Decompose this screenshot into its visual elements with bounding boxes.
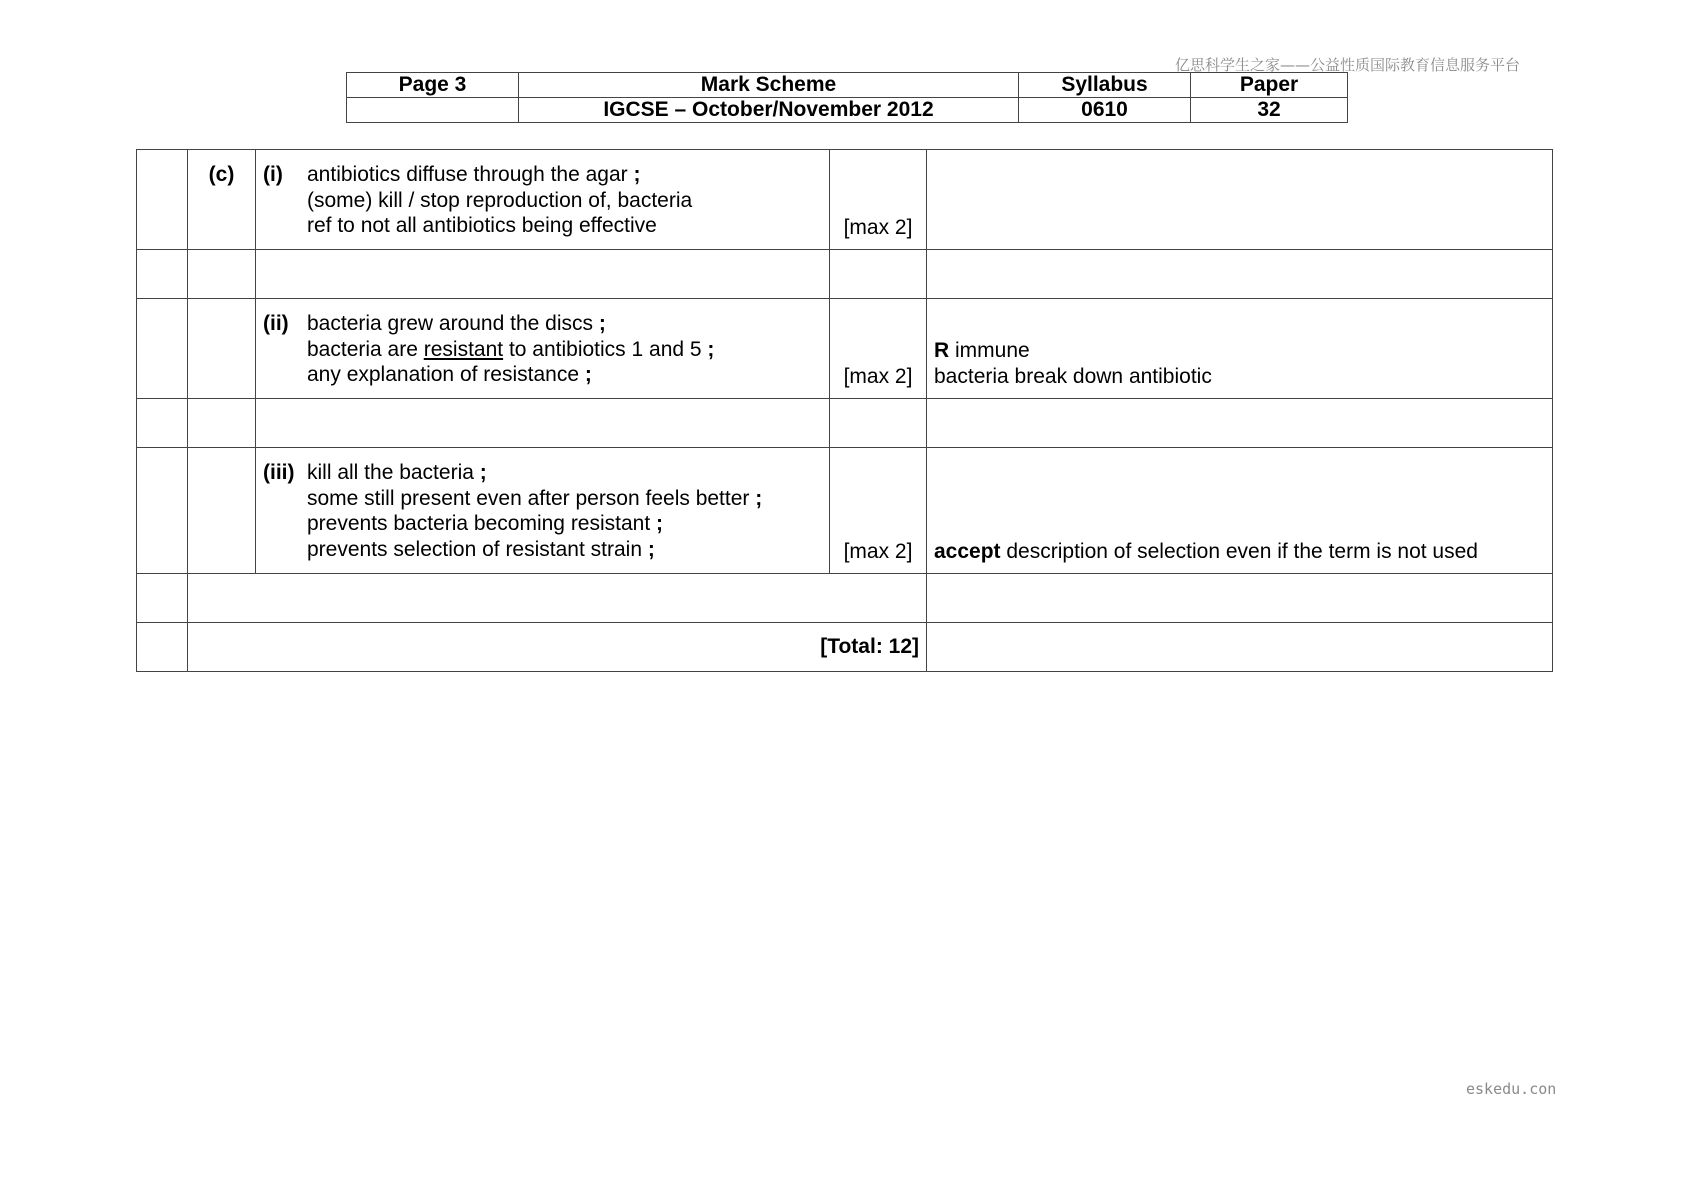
table-row bbox=[137, 574, 1553, 623]
table-row bbox=[137, 299, 1553, 399]
answer-line: kill all the bacteria ; bbox=[307, 461, 487, 484]
watermark-top: 亿思科学生之家——公益性质国际教育信息服务平台 bbox=[1175, 56, 1521, 74]
sub-label: (ii) bbox=[263, 312, 289, 335]
table-row bbox=[137, 150, 1553, 250]
syllabus-code: 0610 bbox=[1019, 98, 1191, 123]
marks-cell: [max 2] bbox=[830, 299, 927, 399]
syllabus-label: Syllabus bbox=[1019, 73, 1191, 98]
watermark-bottom: eskedu.con bbox=[1466, 1080, 1557, 1098]
answer-line: some still present even after person feels better ; bbox=[307, 486, 763, 510]
table-row bbox=[137, 250, 1553, 299]
guidance-cell: accept description of selection even if the term is not used bbox=[927, 448, 1553, 574]
answer-line: any explanation of resistance ; bbox=[307, 363, 592, 386]
underlined-keyword: resistant bbox=[423, 337, 504, 361]
total-marks: [Total: 12] bbox=[188, 623, 927, 672]
answer-line: prevents bacteria becoming resistant ; bbox=[307, 512, 664, 535]
answer-line: (some) kill / stop reproduction of, bacteria bbox=[307, 188, 693, 212]
table-row bbox=[137, 399, 1553, 448]
reject-keyword: R bbox=[934, 339, 950, 362]
header-table bbox=[346, 72, 1348, 123]
marks-cell: [max 2] bbox=[830, 150, 927, 250]
guidance-cell bbox=[927, 150, 1553, 250]
sub-label: (iii) bbox=[263, 461, 295, 484]
accept-keyword: accept bbox=[934, 539, 1001, 563]
answer-cell-iii bbox=[256, 448, 830, 574]
guidance-cell: R immune bacteria break down antibiotic bbox=[927, 299, 1553, 399]
answer-cell-i bbox=[256, 150, 830, 250]
table-row bbox=[137, 448, 1553, 574]
answer-line: ref to not all antibiotics being effective bbox=[307, 214, 657, 237]
paper-label: Paper bbox=[1191, 73, 1348, 98]
paper-number: 32 bbox=[1191, 98, 1348, 123]
answer-line: bacteria grew around the discs ; bbox=[307, 312, 606, 335]
answer-line: bacteria are resistant to antibiotics 1 and 5 ; bbox=[307, 337, 715, 361]
exam-session: IGCSE – October/November 2012 bbox=[519, 98, 1019, 123]
page-label: Page 3 bbox=[347, 73, 519, 98]
header-empty-cell bbox=[347, 98, 519, 123]
marks-cell: [max 2] bbox=[830, 448, 927, 574]
answer-line: antibiotics diffuse through the agar ; bbox=[307, 163, 641, 186]
mark-scheme-table bbox=[136, 149, 1553, 672]
mark-scheme-title: Mark Scheme bbox=[519, 73, 1019, 98]
sub-label: (i) bbox=[263, 163, 283, 186]
part-label: (c) bbox=[188, 150, 256, 250]
total-row bbox=[137, 623, 1553, 672]
answer-line: prevents selection of resistant strain ; bbox=[307, 537, 655, 561]
answer-cell-ii bbox=[256, 299, 830, 399]
